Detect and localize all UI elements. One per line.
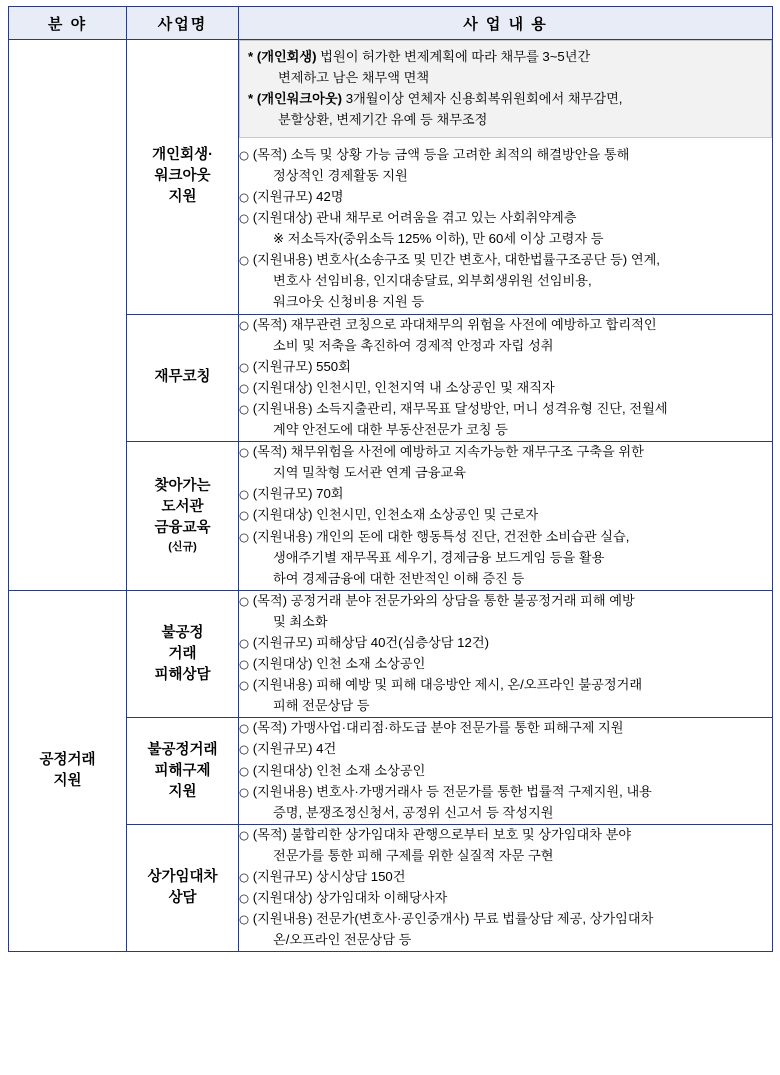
bullet-label: (지원내용) — [252, 911, 313, 927]
program-name-line: 개인회생· — [152, 147, 213, 164]
program-name-line: 상가임대차 — [147, 869, 218, 886]
content-bullet — [239, 888, 772, 909]
bullet-text: 개인의 돈에 대한 행동특성 진단, 건전한 소비습관 실습, — [316, 528, 630, 544]
bullet-text: 변호사(소송구조 및 민간 변호사, 대한법률구조공단 등) 연계, — [316, 252, 660, 268]
circle-bullet-icon: ○ — [239, 380, 250, 395]
field-cell — [9, 40, 127, 591]
content-bullet — [239, 315, 772, 336]
content-bullet — [239, 250, 772, 271]
bullet-label: (목적) — [252, 826, 287, 842]
content-bullet — [239, 591, 772, 612]
bullet-text: 가맹사업·대리점·하도급 분야 전문가를 통한 피해구제 지원 — [290, 720, 624, 736]
circle-bullet-icon: ○ — [239, 678, 250, 693]
bullet-label: (지원규모) — [252, 486, 313, 502]
content-bullet — [239, 357, 772, 378]
program-name-line: 불공정 — [161, 624, 204, 641]
circle-bullet-icon: ○ — [239, 445, 250, 460]
bullet-text: 소득지출관리, 재무목표 달성방안, 머니 성격유형 진단, 전월세 — [316, 400, 668, 416]
content-bullet — [239, 909, 772, 930]
bullet-continuation-line: 전문가를 통한 피해 구제를 위한 실질적 자문 구현 — [273, 847, 554, 863]
bullet-label: (목적) — [252, 592, 287, 608]
table-row — [9, 590, 773, 718]
note-term-label: (개인워크아웃) — [256, 90, 343, 106]
bullet-label: (지원대상) — [252, 507, 313, 523]
program-name-line: 불공정거래 — [147, 741, 218, 758]
bullet-label: (목적) — [252, 146, 287, 162]
circle-bullet-icon: ○ — [239, 401, 250, 416]
program-name-cell — [127, 314, 239, 442]
bullet-text: 채무위험을 사전에 예방하고 지속가능한 재무구조 구축을 위한 — [290, 444, 644, 460]
bullet-text: 피해상담 40건(심층상담 12건) — [316, 634, 489, 650]
circle-bullet-icon: ○ — [239, 593, 250, 608]
bullet-label: (지원대상) — [252, 890, 313, 906]
program-name-line: 상담 — [168, 890, 197, 907]
program-name-cell — [127, 718, 239, 824]
bullet-text: 70회 — [316, 486, 344, 502]
bullet-label: (지원내용) — [252, 783, 313, 799]
program-name-sublabel: (신규) — [168, 541, 197, 553]
circle-bullet-icon: ○ — [239, 211, 250, 226]
bullet-label: (지원규모) — [252, 741, 313, 757]
program-name-line: 재무코칭 — [154, 369, 211, 386]
bullet-label: (지원내용) — [252, 677, 313, 693]
content-bullet — [239, 739, 772, 760]
bullet-text: 인천시민, 인천소재 소상공인 및 근로자 — [316, 507, 539, 523]
bullet-continuation-line: 증명, 분쟁조정신청서, 공정위 신고서 등 작성지원 — [273, 804, 554, 820]
content-cell — [239, 314, 773, 442]
column-header-content: 사 업 내 용 — [239, 7, 773, 40]
definition-note-box — [239, 40, 772, 138]
bullet-label: (지원대상) — [252, 379, 313, 395]
content-bullet — [239, 378, 772, 399]
field-label-line: 지원 — [53, 773, 82, 790]
content-bullet — [239, 187, 772, 208]
bullet-text: 재무관련 코칭으로 과대채무의 위험을 사전에 예방하고 합리적인 — [290, 316, 657, 332]
bullet-label: (지원규모) — [252, 634, 313, 650]
circle-bullet-icon: ○ — [239, 487, 250, 502]
circle-bullet-icon: ○ — [239, 912, 250, 927]
program-name-cell — [127, 590, 239, 718]
field-cell — [9, 590, 127, 952]
bullet-label: (지원규모) — [252, 869, 313, 884]
bullet-continuation-line: 변호사 선임비용, 인지대송달료, 외부회생위원 선임비용, — [273, 273, 592, 289]
note-term-text: 3개월이상 연체자 신용회복위원회에서 채무감면, — [345, 90, 623, 106]
circle-bullet-icon: ○ — [239, 657, 250, 672]
business-content-table — [8, 6, 773, 952]
note-continuation-line: 변제하고 남은 채무액 면책 — [278, 70, 430, 86]
circle-bullet-icon: ○ — [239, 359, 250, 374]
circle-bullet-icon: ○ — [239, 635, 250, 650]
program-name-line: 지원 — [168, 189, 197, 206]
bullet-continuation-line: 워크아웃 신청비용 지원 등 — [273, 294, 425, 310]
bullet-reference-note: ※ 저소득자(중위소득 125% 이하), 만 60세 이상 고령자 등 — [273, 231, 604, 247]
table-header — [9, 7, 773, 40]
content-bullet — [239, 442, 772, 463]
bullet-text: 4건 — [316, 741, 337, 757]
circle-bullet-icon: ○ — [239, 827, 250, 842]
content-cell — [239, 824, 773, 952]
program-name-line: 워크아웃 — [154, 168, 211, 185]
content-bullet — [239, 505, 772, 526]
circle-bullet-icon: ○ — [239, 190, 250, 204]
content-bullet — [239, 633, 772, 654]
bullet-continuation-line: 온/오프라인 전문상담 등 — [273, 932, 412, 948]
content-cell — [239, 590, 773, 718]
circle-bullet-icon: ○ — [239, 508, 250, 523]
bullet-continuation-line: 생애주기별 재무목표 세우기, 경제금융 보드게임 등을 활용 — [273, 549, 605, 565]
program-name-line: 거래 — [168, 645, 197, 662]
note-continuation-line: 분할상환, 변제기간 유예 등 채무조정 — [278, 112, 488, 128]
content-cell — [239, 442, 773, 591]
program-name-line: 피해구제 — [154, 762, 211, 779]
table-row — [9, 40, 773, 315]
circle-bullet-icon: ○ — [239, 529, 250, 544]
note-line — [248, 47, 763, 67]
bullet-label: (목적) — [252, 316, 287, 332]
circle-bullet-icon: ○ — [239, 721, 250, 736]
bullet-text: 소득 및 상황 가능 금액 등을 고려한 최적의 해결방안을 통해 — [290, 146, 630, 162]
table-body — [9, 40, 773, 952]
program-name-cell — [127, 442, 239, 591]
bullet-label: (지원규모) — [252, 189, 313, 204]
bullet-continuation-line: 정상적인 경제활동 지원 — [273, 167, 408, 183]
program-name-line: 찾아가는 — [154, 477, 211, 494]
content-bullet — [239, 484, 772, 505]
content-bullet — [239, 675, 772, 696]
bullet-text: 전문가(변호사·공인중개사) 무료 법률상담 제공, 상가임대차 — [316, 911, 654, 927]
note-term-label: (개인회생) — [256, 49, 317, 64]
content-bullet — [239, 867, 772, 888]
bullet-continuation-line: 및 최소화 — [273, 613, 328, 629]
asterisk-marker: * — [248, 90, 254, 106]
bullet-label: (지원내용) — [252, 252, 313, 268]
bullet-text: 상가임대차 이해당사자 — [316, 890, 448, 906]
circle-bullet-icon: ○ — [239, 784, 250, 799]
content-bullet — [239, 208, 772, 229]
circle-bullet-icon: ○ — [239, 147, 250, 162]
program-name-cell — [127, 824, 239, 952]
bullet-label: (지원대상) — [252, 656, 313, 672]
bullet-label: (목적) — [252, 444, 287, 460]
bullet-text: 인천시민, 인천지역 내 소상공인 및 재직자 — [316, 379, 555, 395]
circle-bullet-icon: ○ — [239, 742, 250, 757]
content-cell — [239, 718, 773, 824]
bullet-text: 인천 소재 소상공인 — [316, 656, 426, 672]
bullet-label: (지원내용) — [252, 400, 313, 416]
program-name-cell — [127, 40, 239, 315]
bullet-text: 불합리한 상가임대차 관행으로부터 보호 및 상가임대차 분야 — [290, 826, 632, 842]
bullet-text: 42명 — [316, 189, 344, 204]
bullet-text: 관내 채무로 어려움을 겪고 있는 사회취약계층 — [316, 210, 577, 226]
table-header-row — [9, 7, 773, 40]
bullet-text: 상시상담 150건 — [316, 869, 406, 884]
bullet-continuation-line: 계약 안전도에 대한 부동산전문가 코칭 등 — [273, 422, 508, 438]
program-name-line: 도서관 — [161, 498, 204, 515]
bullet-continuation-line: 피해 전문상담 등 — [273, 698, 370, 714]
bullet-continuation-line: 하여 경제금융에 대한 전반적인 이해 증진 등 — [273, 570, 525, 586]
content-bullet — [239, 825, 772, 846]
bullet-text: 550회 — [316, 358, 351, 374]
bullet-text: 변호사·가맹거래사 등 전문가를 통한 법률적 구제지원, 내용 — [316, 783, 652, 799]
content-bullet — [239, 782, 772, 803]
bullet-label: (목적) — [252, 720, 287, 736]
circle-bullet-icon: ○ — [239, 870, 250, 884]
circle-bullet-icon: ○ — [239, 891, 250, 906]
bullet-label: (지원대상) — [252, 762, 313, 778]
content-bullet — [239, 145, 772, 166]
column-header-program: 사업명 — [127, 7, 239, 40]
bullet-text: 인천 소재 소상공인 — [316, 762, 426, 778]
bullet-label: (지원규모) — [252, 358, 313, 374]
circle-bullet-icon: ○ — [239, 763, 250, 778]
note-line — [248, 89, 763, 109]
note-term-text: 법원이 허가한 변제계획에 따라 채무를 3~5년간 — [320, 49, 591, 64]
circle-bullet-icon: ○ — [239, 317, 250, 332]
program-name-line: 피해상담 — [154, 666, 211, 683]
bullet-continuation-line: 소비 및 저축을 촉진하여 경제적 안정과 자립 성취 — [273, 337, 554, 353]
circle-bullet-icon: ○ — [239, 253, 250, 268]
content-bullet — [239, 761, 772, 782]
content-bullet — [239, 654, 772, 675]
bullet-continuation-line: 지역 밀착형 도서관 연계 금융교육 — [273, 465, 467, 481]
bullet-label: (지원내용) — [252, 528, 313, 544]
content-bullet — [239, 399, 772, 420]
content-bullet — [239, 718, 772, 739]
asterisk-marker: * — [248, 49, 254, 64]
content-bullet — [239, 527, 772, 548]
program-name-line: 지원 — [168, 783, 197, 800]
bullet-text: 공정거래 분야 전문가와의 상담을 통한 불공정거래 피해 예방 — [290, 592, 635, 608]
bullet-label: (지원대상) — [252, 210, 313, 226]
content-cell — [239, 40, 773, 315]
column-header-field: 분 야 — [9, 7, 127, 40]
field-label-line: 공정거래 — [39, 752, 96, 769]
bullet-text: 피해 예방 및 피해 대응방안 제시, 온/오프라인 불공정거래 — [316, 677, 643, 693]
program-name-line: 금융교육 — [154, 519, 211, 536]
